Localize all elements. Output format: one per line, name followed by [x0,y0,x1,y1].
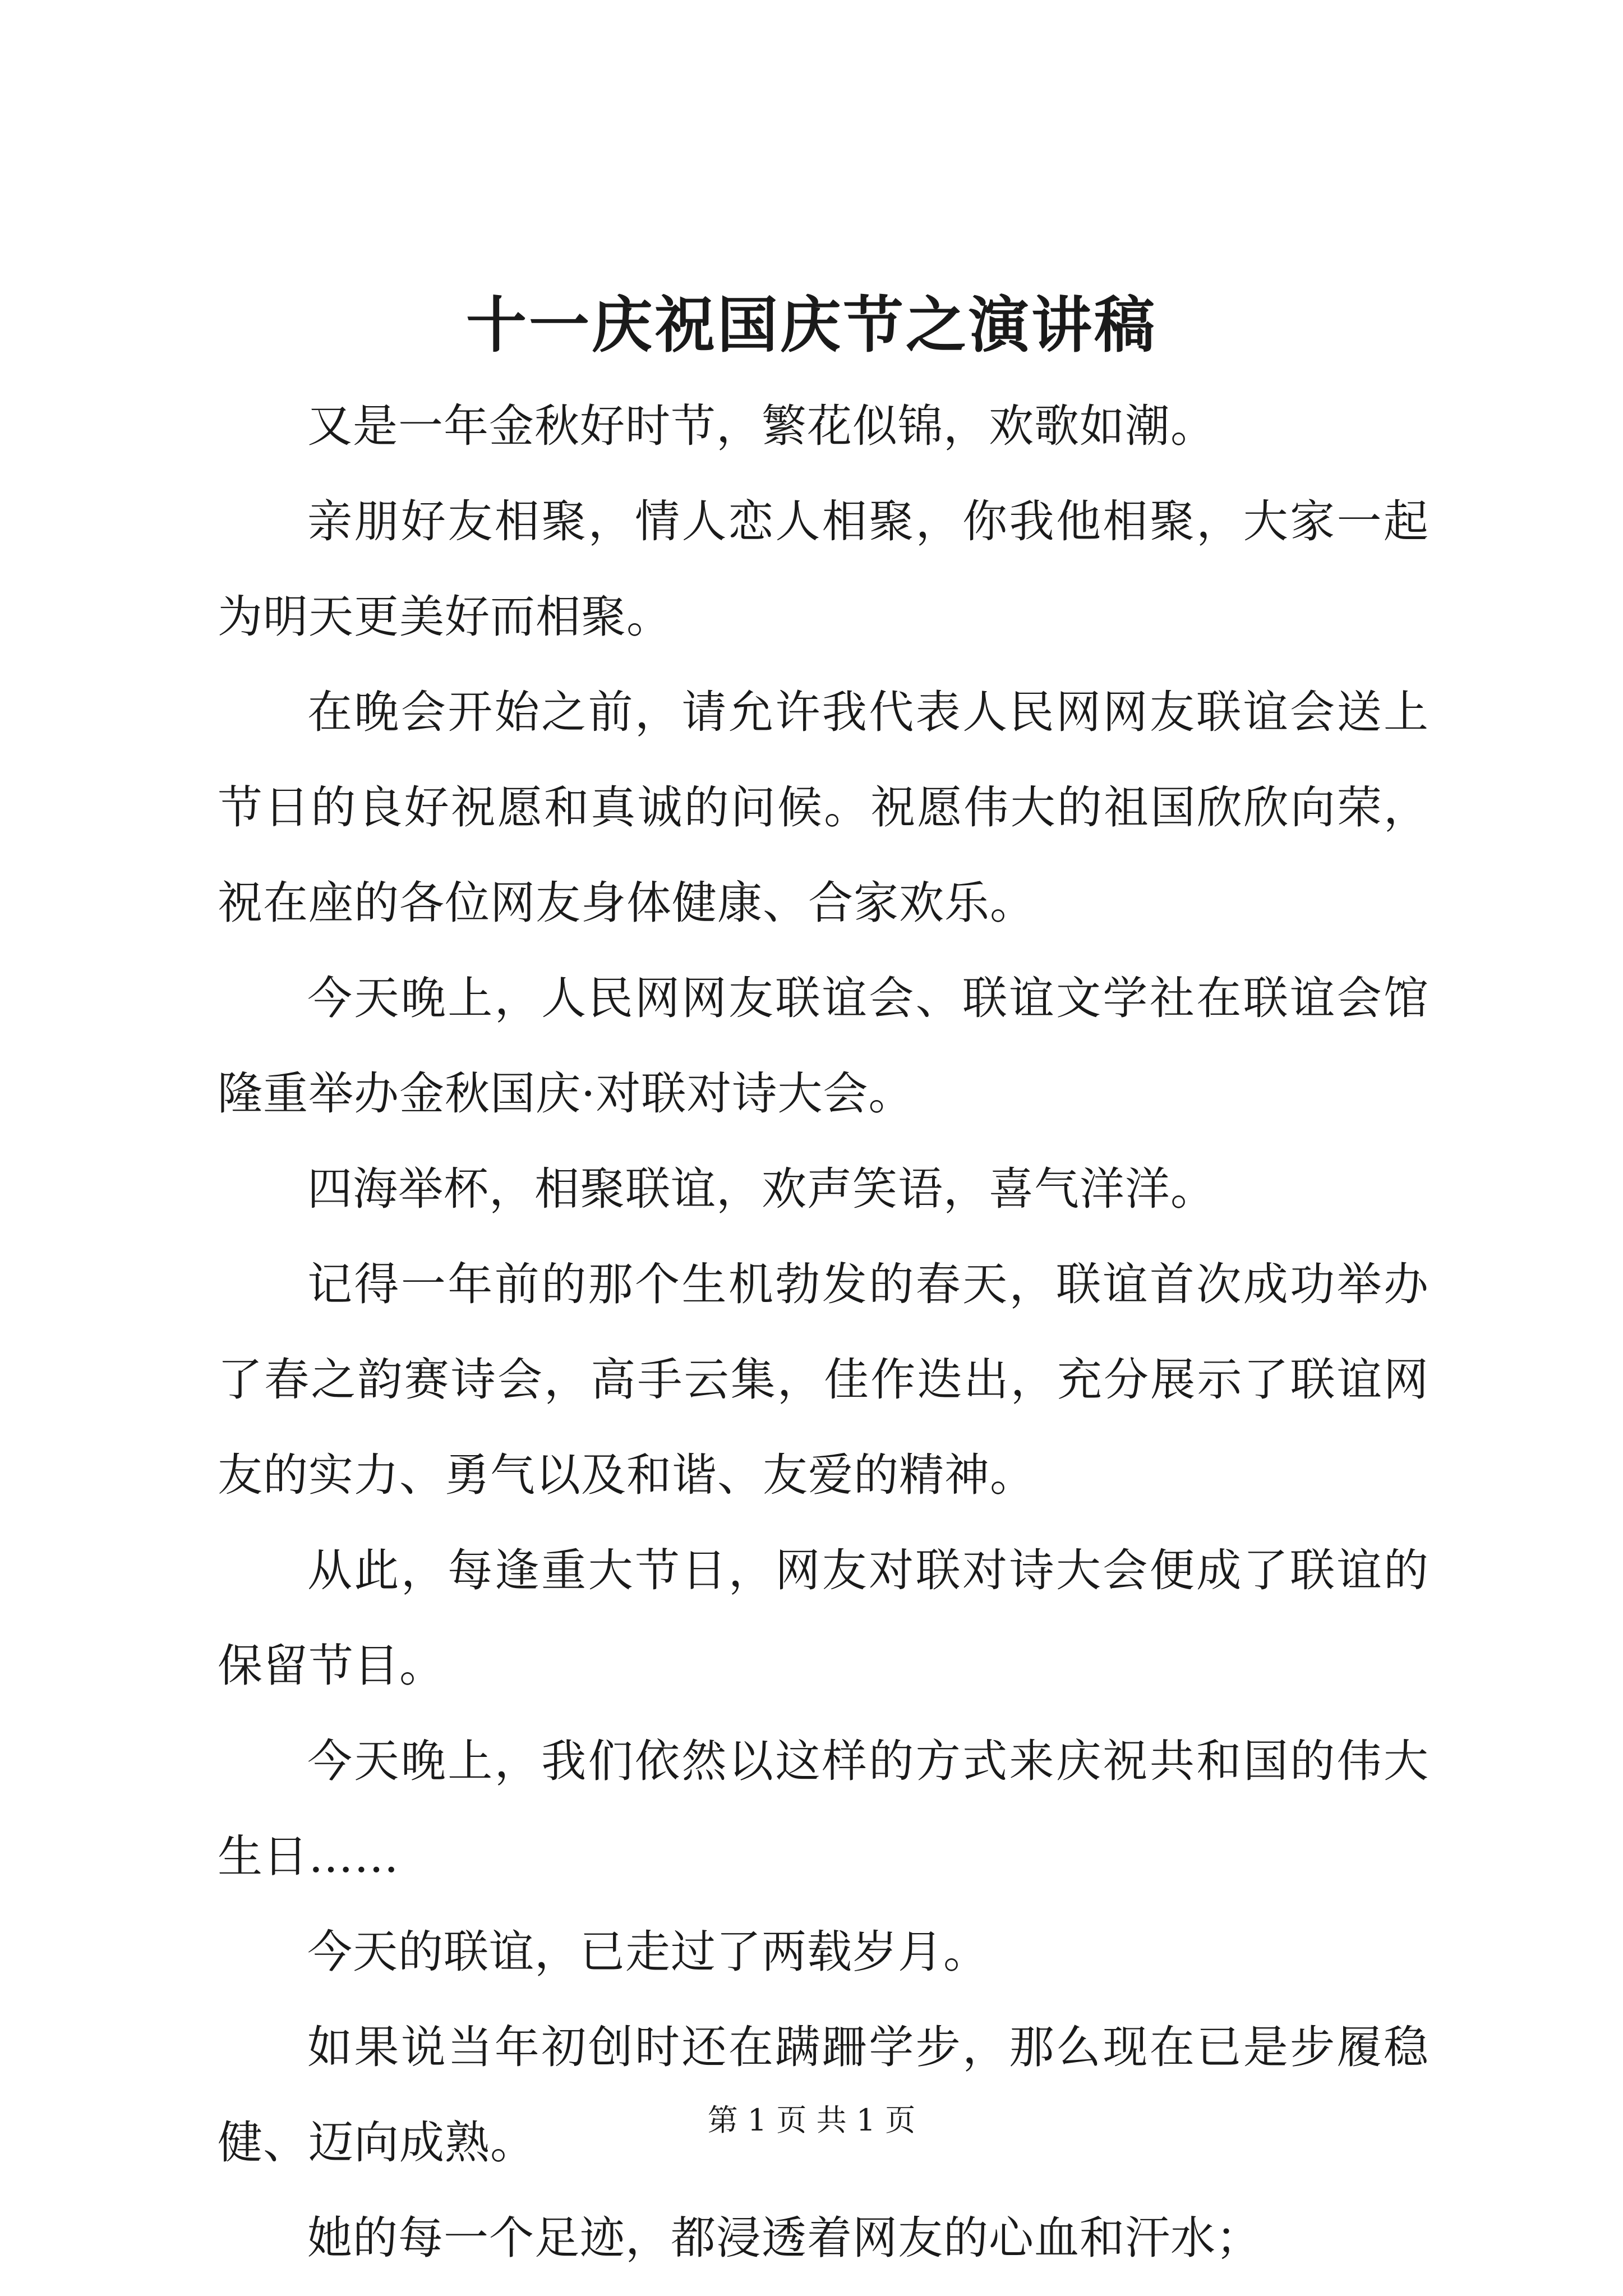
page-footer: 第 1 页 共 1 页 [707,2102,916,2138]
paragraph: 今天晚上，人民网网友联谊会、联谊文学社在联谊会馆隆重举办金秋国庆·对联对诗大会。 [218,972,1429,1120]
paragraph: 在晚会开始之前，请允许我代表人民网网友联谊会送上节日的良好祝愿和真诚的问候。祝愿伟大的祖国欣欣向荣，祝在座的各位网友身体健康、合家欢乐。 [218,686,1429,929]
paragraph: 今天晚上，我们依然以这样的方式来庆祝共和国的伟大生日…… [218,1735,1429,1883]
paragraph: 又是一年金秋好时节，繁花似锦，欢歌如潮。 [307,400,1216,452]
document-title: 十一庆祝国庆节之演讲稿 [465,290,1157,361]
paragraph: 亲朋好友相聚，情人恋人相聚，你我他相聚，大家一起为明天更美好而相聚。 [218,495,1429,643]
paragraph: 如果说当年初创时还在蹒跚学步，那么现在已是步履稳健、迈向成熟。 [218,2021,1429,2169]
paragraph: 记得一年前的那个生机勃发的春天，联谊首次成功举办了春之韵赛诗会，高手云集，佳作迭出，充分展示了联谊网友的实力、勇气以及和谐、友爱的精神。 [218,1258,1429,1501]
paragraph: 从此，每逢重大节日，网友对联对诗大会便成了联谊的保留节目。 [218,1544,1429,1692]
document-body [218,379,1429,2286]
paragraph: 她的每一个足迹，都浸透着网友的心血和汗水； [307,2212,1261,2264]
paragraph: 四海举杯，相聚联谊，欢声笑语，喜气洋洋。 [307,1163,1216,1215]
paragraph: 今天的联谊，已走过了两载岁月。 [307,1926,989,1978]
